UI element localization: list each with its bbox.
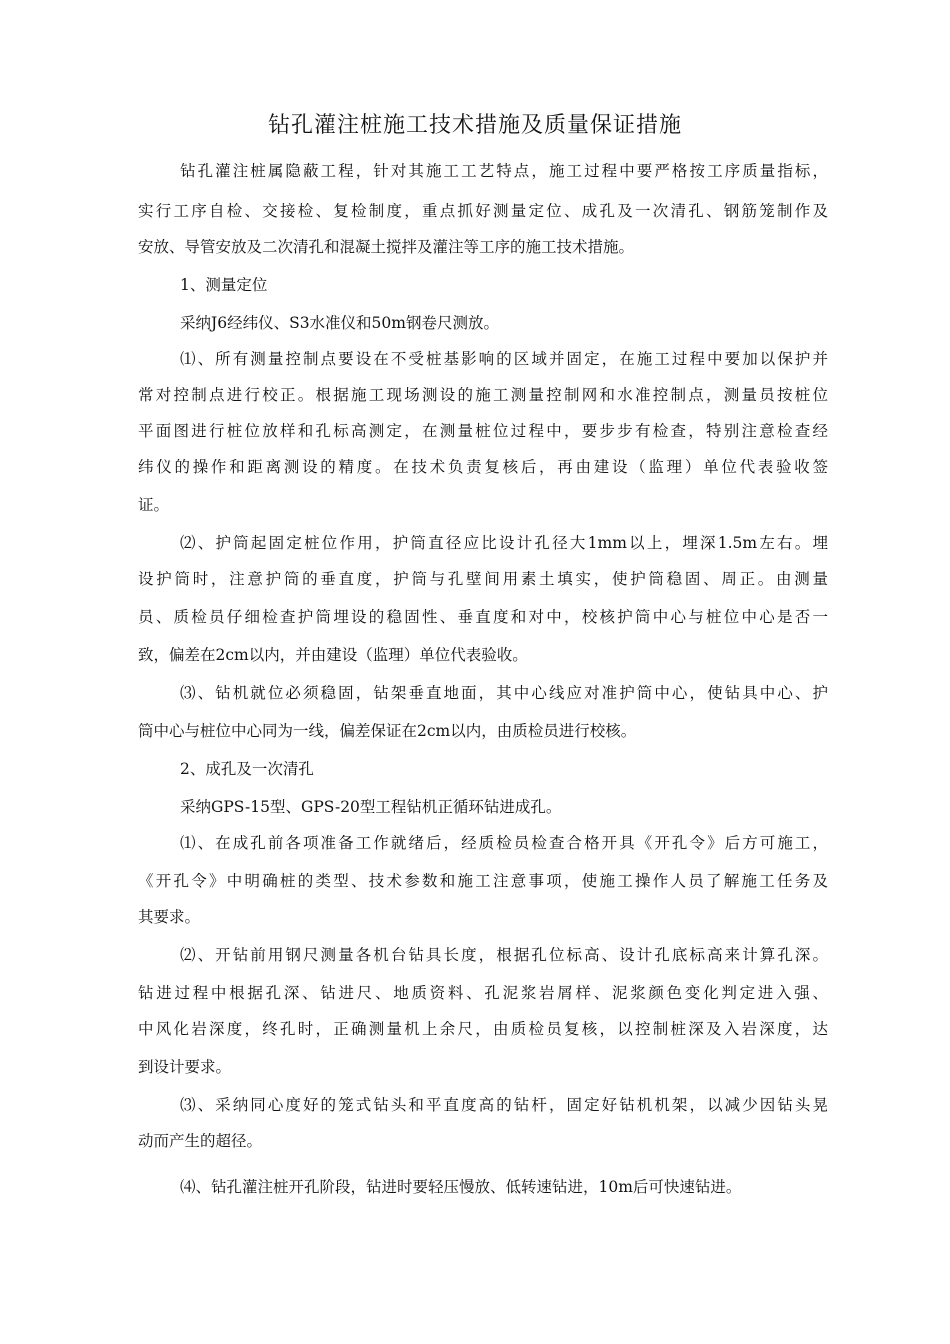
paragraph-line: ⑵、护筒起固定桩位作用，护筒直径应比设计孔径大1mm以上，埋深1.5m左右。埋 [180, 534, 828, 552]
paragraph-line: ⑶、钻机就位必须稳固，钻架垂直地面，其中心线应对准护筒中心，使钻具中心、护 [180, 684, 828, 702]
document-title: 钻孔灌注桩施工技术措施及质量保证措施 [267, 113, 682, 138]
paragraph-line: 常对控制点进行校正。根据施工现场测设的施工测量控制网和水准控制点，测量员按桩位 [138, 386, 828, 404]
paragraph-line: 中风化岩深度，终孔时，正确测量机上余尺，由质检员复核，以控制桩深及入岩深度，达 [138, 1020, 828, 1038]
paragraph-line: ⑷、钻孔灌注桩开孔阶段，钻进时要轻压慢放、低转速钻进，10m后可快速钻进。 [180, 1178, 742, 1196]
paragraph-line: 其要求。 [138, 908, 201, 926]
paragraph-line: 到设计要求。 [138, 1058, 232, 1076]
paragraph-line: 《开孔令》中明确桩的类型、技术参数和施工注意事项，使施工操作人员了解施工任务及 [138, 872, 828, 890]
paragraph-line: ⑴、所有测量控制点要设在不受桩基影响的区域并固定，在施工过程中要加以保护并 [180, 350, 828, 368]
paragraph-line: 致，偏差在2cm以内，并由建设（监理）单位代表验收。 [138, 646, 528, 664]
paragraph-line: 动而产生的超径。 [138, 1132, 263, 1150]
paragraph-line: 平面图进行桩位放样和孔标高测定，在测量桩位过程中，要步步有检查，特别注意检查经 [138, 422, 828, 440]
paragraph-line: 证。 [138, 496, 170, 514]
section-heading: 2、成孔及一次清孔 [180, 760, 314, 778]
paragraph-line: 钻孔灌注桩属隐蔽工程，针对其施工工艺特点，施工过程中要严格按工序质量指标， [180, 162, 828, 180]
paragraph-line: 采纳GPS-15型、GPS-20型工程钻机正循环钻进成孔。 [180, 798, 562, 816]
paragraph-line: 钻进过程中根据孔深、钻进尺、地质资料、孔泥浆岩屑样、泥浆颜色变化判定进入强、 [138, 984, 828, 1002]
paragraph-line: 纬仪的操作和距离测设的精度。在技术负责复核后，再由建设（监理）单位代表验收签 [138, 458, 828, 476]
section-heading: 1、测量定位 [180, 276, 268, 294]
paragraph-line: 安放、导管安放及二次清孔和混凝土搅拌及灌注等工序的施工技术措施。 [138, 238, 635, 256]
paragraph-line: 设护筒时，注意护筒的垂直度，护筒与孔壁间用素土填实，使护筒稳固、周正。由测量 [138, 570, 828, 588]
paragraph-line: 采纳J6经纬仪、S3水准仪和50m钢卷尺测放。 [180, 314, 499, 332]
paragraph-line: 筒中心与桩位中心同为一线，偏差保证在2cm以内，由质检员进行校核。 [138, 722, 637, 740]
paragraph-line: ⑶、采纳同心度好的笼式钻头和平直度高的钻杆，固定好钻机机架，以减少因钻头晃 [180, 1096, 828, 1114]
paragraph-line: ⑵、开钻前用钢尺测量各机台钻具长度，根据孔位标高、设计孔底标高来计算孔深。 [180, 946, 828, 964]
paragraph-line: 员、质检员仔细检查护筒埋设的稳固性、垂直度和对中，校核护筒中心与桩位中心是否一 [138, 608, 828, 626]
paragraph-line: ⑴、在成孔前各项准备工作就绪后，经质检员检查合格开具《开孔令》后方可施工， [180, 834, 828, 852]
paragraph-line: 实行工序自检、交接检、复检制度，重点抓好测量定位、成孔及一次清孔、钢筋笼制作及 [138, 202, 828, 220]
